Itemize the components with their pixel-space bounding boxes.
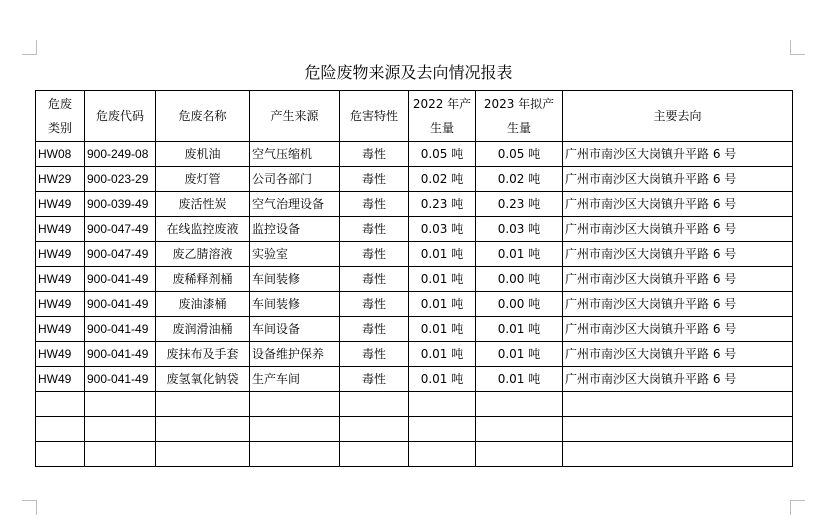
cell-name: 废氢氧化钠袋 — [156, 367, 250, 392]
empty-row — [36, 417, 793, 442]
cell-hazard: 毒性 — [340, 217, 409, 242]
cell-2023-empty — [476, 392, 563, 417]
cell-2023: 0.03 吨 — [476, 217, 563, 242]
cell-hazard-empty — [340, 442, 409, 467]
cell-category: HW49 — [36, 192, 85, 217]
cell-source: 空气治理设备 — [250, 192, 340, 217]
header-source: 产生来源 — [250, 91, 340, 142]
cell-name: 废油漆桶 — [156, 292, 250, 317]
table-row — [36, 217, 793, 242]
cell-2022: 0.01 吨 — [409, 342, 476, 367]
cell-category: HW29 — [36, 167, 85, 192]
cell-destination: 广州市南沙区大岗镇升平路 6 号 — [563, 292, 793, 317]
cell-2022: 0.01 吨 — [409, 292, 476, 317]
empty-row — [36, 442, 793, 467]
table-row — [36, 142, 793, 167]
table-row — [36, 342, 793, 367]
cell-2022: 0.02 吨 — [409, 167, 476, 192]
cell-category: HW49 — [36, 217, 85, 242]
header-row — [36, 91, 793, 142]
cell-code: 900-039-49 — [85, 192, 156, 217]
cell-name: 废灯管 — [156, 167, 250, 192]
cell-destination: 广州市南沙区大岗镇升平路 6 号 — [563, 317, 793, 342]
cell-name: 在线监控废液 — [156, 217, 250, 242]
cell-name: 废乙腈溶液 — [156, 242, 250, 267]
header-code: 危废代码 — [85, 91, 156, 142]
cell-hazard: 毒性 — [340, 367, 409, 392]
cell-code: 900-023-29 — [85, 167, 156, 192]
cell-2022: 0.01 吨 — [409, 242, 476, 267]
cell-hazard: 毒性 — [340, 142, 409, 167]
cell-source-empty — [250, 417, 340, 442]
cell-name-empty — [156, 417, 250, 442]
cell-source: 公司各部门 — [250, 167, 340, 192]
cell-2022: 0.01 吨 — [409, 317, 476, 342]
cell-2022: 0.03 吨 — [409, 217, 476, 242]
cell-source: 生产车间 — [250, 367, 340, 392]
cell-hazard: 毒性 — [340, 242, 409, 267]
cell-destination-empty — [563, 392, 793, 417]
table-row — [36, 167, 793, 192]
cell-hazard: 毒性 — [340, 317, 409, 342]
cell-2023-empty — [476, 442, 563, 467]
header-name: 危废名称 — [156, 91, 250, 142]
cell-category: HW49 — [36, 317, 85, 342]
cell-destination: 广州市南沙区大岗镇升平路 6 号 — [563, 167, 793, 192]
crop-mark-bottom-right — [790, 500, 805, 515]
cell-category: HW49 — [36, 292, 85, 317]
cell-category-empty — [36, 442, 85, 467]
cell-source-empty — [250, 392, 340, 417]
cell-hazard: 毒性 — [340, 192, 409, 217]
cell-destination: 广州市南沙区大岗镇升平路 6 号 — [563, 367, 793, 392]
cell-2023: 0.01 吨 — [476, 242, 563, 267]
cell-2023: 0.01 吨 — [476, 367, 563, 392]
cell-category-empty — [36, 392, 85, 417]
cell-2022: 0.01 吨 — [409, 267, 476, 292]
cell-2023: 0.02 吨 — [476, 167, 563, 192]
cell-2022: 0.23 吨 — [409, 192, 476, 217]
cell-source: 监控设备 — [250, 217, 340, 242]
cell-destination: 广州市南沙区大岗镇升平路 6 号 — [563, 217, 793, 242]
header-2022 — [409, 91, 476, 142]
cell-2023: 0.01 吨 — [476, 317, 563, 342]
cell-source: 车间装修 — [250, 292, 340, 317]
table-row — [36, 267, 793, 292]
header-category — [36, 91, 85, 142]
cell-name: 废润滑油桶 — [156, 317, 250, 342]
cell-code-empty — [85, 392, 156, 417]
cell-code: 900-047-49 — [85, 217, 156, 242]
cell-name: 废抹布及手套 — [156, 342, 250, 367]
cell-category: HW49 — [36, 267, 85, 292]
cell-code: 900-041-49 — [85, 317, 156, 342]
cell-2022: 0.05 吨 — [409, 142, 476, 167]
cell-2022-empty — [409, 392, 476, 417]
cell-hazard: 毒性 — [340, 167, 409, 192]
cell-destination-empty — [563, 442, 793, 467]
table-row — [36, 192, 793, 217]
cell-source: 设备维护保养 — [250, 342, 340, 367]
cell-hazard-empty — [340, 417, 409, 442]
header-category-line1: 危废 — [47, 97, 72, 111]
cell-code: 900-041-49 — [85, 292, 156, 317]
cell-2023: 0.05 吨 — [476, 142, 563, 167]
crop-mark-top-left — [22, 40, 37, 55]
cell-code: 900-041-49 — [85, 267, 156, 292]
cell-category: HW08 — [36, 142, 85, 167]
cell-code: 900-047-49 — [85, 242, 156, 267]
table-row — [36, 292, 793, 317]
cell-destination: 广州市南沙区大岗镇升平路 6 号 — [563, 192, 793, 217]
cell-category: HW49 — [36, 342, 85, 367]
cell-source-empty — [250, 442, 340, 467]
cell-code: 900-041-49 — [85, 367, 156, 392]
cell-2023: 0.23 吨 — [476, 192, 563, 217]
table-row — [36, 317, 793, 342]
cell-category: HW49 — [36, 367, 85, 392]
cell-source: 空气压缩机 — [250, 142, 340, 167]
crop-mark-bottom-left — [22, 500, 37, 515]
header-2022-line2: 生量 — [429, 121, 454, 135]
cell-code: 900-041-49 — [85, 342, 156, 367]
cell-hazard: 毒性 — [340, 267, 409, 292]
cell-category-empty — [36, 417, 85, 442]
cell-2023: 0.01 吨 — [476, 342, 563, 367]
cell-name-empty — [156, 392, 250, 417]
cell-name: 废稀释剂桶 — [156, 267, 250, 292]
cell-code: 900-249-08 — [85, 142, 156, 167]
header-2023-line2: 生量 — [506, 121, 531, 135]
cell-source: 车间设备 — [250, 317, 340, 342]
hazardous-waste-table — [35, 90, 793, 467]
header-hazard: 危害特性 — [340, 91, 409, 142]
cell-destination: 广州市南沙区大岗镇升平路 6 号 — [563, 242, 793, 267]
header-2023-line1: 2023 年拟产 — [483, 97, 555, 111]
crop-mark-top-right — [790, 40, 805, 55]
header-category-line2: 类别 — [47, 121, 72, 135]
cell-destination: 广州市南沙区大岗镇升平路 6 号 — [563, 267, 793, 292]
cell-code-empty — [85, 442, 156, 467]
cell-hazard: 毒性 — [340, 342, 409, 367]
cell-2023: 0.00 吨 — [476, 292, 563, 317]
cell-destination-empty — [563, 417, 793, 442]
header-destination: 主要去向 — [563, 91, 793, 142]
cell-destination: 广州市南沙区大岗镇升平路 6 号 — [563, 342, 793, 367]
cell-name: 废活性炭 — [156, 192, 250, 217]
cell-name: 废机油 — [156, 142, 250, 167]
table-row — [36, 367, 793, 392]
report-title: 危险废物来源及去向情况报表 — [304, 63, 513, 82]
cell-destination: 广州市南沙区大岗镇升平路 6 号 — [563, 142, 793, 167]
cell-2022-empty — [409, 442, 476, 467]
header-2023 — [476, 91, 563, 142]
cell-category: HW49 — [36, 242, 85, 267]
cell-2022-empty — [409, 417, 476, 442]
cell-2022: 0.01 吨 — [409, 367, 476, 392]
cell-code-empty — [85, 417, 156, 442]
cell-name-empty — [156, 442, 250, 467]
header-2022-line1: 2022 年产 — [412, 97, 472, 111]
cell-hazard-empty — [340, 392, 409, 417]
cell-source: 车间装修 — [250, 267, 340, 292]
cell-2023: 0.00 吨 — [476, 267, 563, 292]
cell-2023-empty — [476, 417, 563, 442]
cell-source: 实验室 — [250, 242, 340, 267]
empty-row — [36, 392, 793, 417]
table-row — [36, 242, 793, 267]
cell-hazard: 毒性 — [340, 292, 409, 317]
